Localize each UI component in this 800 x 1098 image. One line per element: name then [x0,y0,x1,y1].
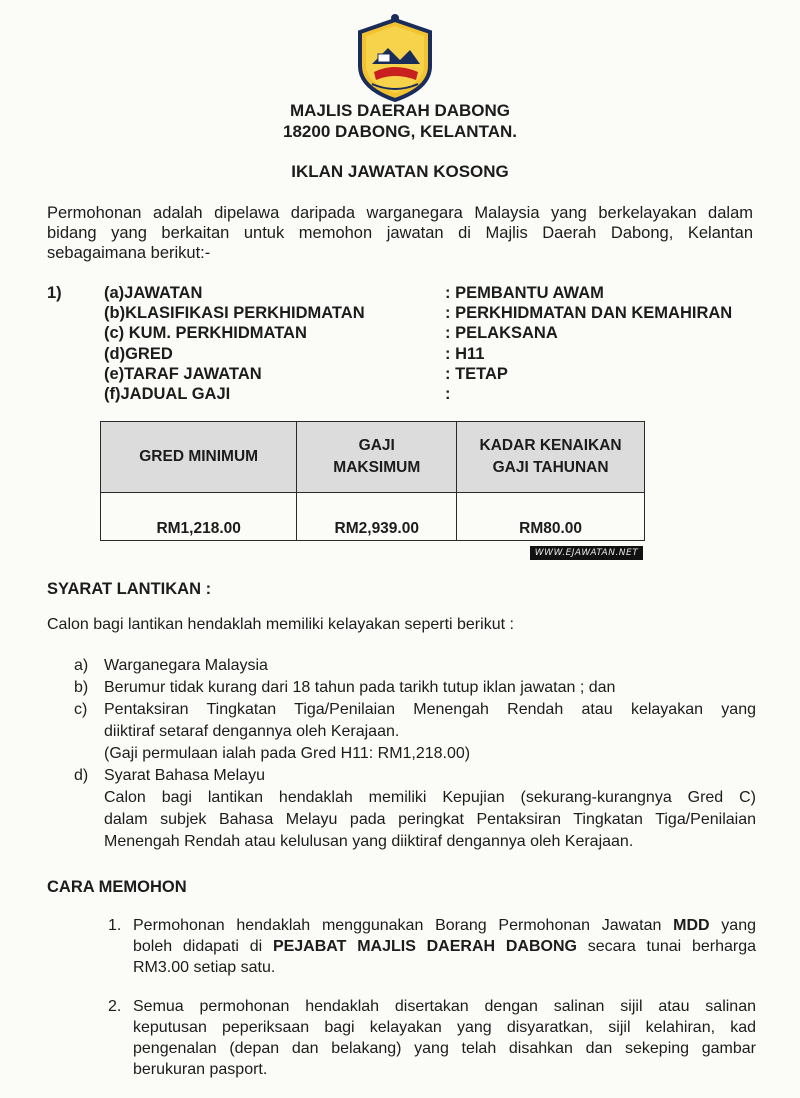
list-line: keputusan peperiksaan bagi kelayakan yang disyaratkan, sijil kelahiran, kad [133,1019,756,1036]
list-line: RM3.00 setiap satu. [133,959,276,976]
list-line: Menengah Rendah atau kelulusan yang diiktiraf dengannya oleh Kerajaan. [104,833,634,850]
list-marker: d) [74,767,89,784]
spec-value: : PEMBANTU AWAM [445,284,604,302]
requirements-intro: Calon bagi lantikan hendaklah memiliki kelayakan seperti berikut : [47,616,514,633]
list-marker: b) [74,679,89,696]
spec-label: (c) KUM. PERKHIDMATAN [104,324,307,343]
header-gred-minimum: GRED MINIMUM [101,422,297,493]
list-line: Berumur tidak kurang dari 18 tahun pada tarikh tutup iklan jawatan ; dan [104,679,616,696]
list-line: Calon bagi lantikan hendaklah memiliki Kepujian (sekurang-kurangnya Gred C) [104,789,756,806]
spec-value: : PERKHIDMATAN DAN KEMAHIRAN [445,304,733,323]
header-gaji-maksimum: GAJI MAKSIMUM [297,422,457,493]
spec-value: : [445,384,451,403]
list-line: Semua permohonan hendaklah disertakan dengan salinan sijil atau salinan [133,998,756,1015]
intro-line: sebagaimana berikut:- [47,244,211,262]
list-line: Syarat Bahasa Melayu [104,767,265,784]
list-item [108,996,756,1080]
list-item [74,677,756,699]
list-line: boleh didapati di PEJABAT MAJLIS DAERAH DABONG secara tunai berharga [133,938,757,955]
salary-header-row [101,422,645,493]
intro-line: bidang yang berkaitan untuk memohon jawatan di Majlis Daerah Dabong, Kelantan [47,224,753,242]
salary-table [100,421,645,541]
header-kadar-kenaikan: KADAR KENAIKAN GAJI TAHUNAN [457,422,645,493]
list-marker: a) [74,657,89,674]
council-crest-logo [350,14,440,104]
requirements-heading: SYARAT LANTIKAN : [47,580,212,598]
list-line: Permohonan hendaklah menggunakan Borang Permohonan Jawatan MDD yang [133,917,756,934]
org-address: 18200 DABONG, KELANTAN. [283,122,517,141]
spec-label: (d)GRED [104,344,173,363]
intro-line: Permohonan adalah dipelawa daripada warganegara Malaysia yang berkelayakan dalam [47,204,753,222]
list-line: Warganegara Malaysia [104,657,268,674]
intro-paragraph [47,203,753,263]
spec-label: (b)KLASIFIKASI PERKHIDMATAN [104,304,365,323]
spec-value: : H11 [445,344,485,363]
position-number: 1) [47,284,62,302]
salary-cell: RM1,218.00 [101,493,297,541]
org-name: MAJLIS DAERAH DABONG [289,101,511,120]
list-item [74,655,756,677]
watermark-badge: WWW.EJAWATAN.NET [530,546,643,560]
list-line: berukuran pasport. [133,1061,268,1078]
list-line: diiktiraf setaraf dengannya oleh Kerajaan. [104,723,400,740]
list-line: dalam subjek Bahasa Melayu pada peringkat Pentaksiran Tingkatan Tiga/Penilaian [104,811,756,828]
spec-value: : TETAP [445,364,508,383]
requirements-list [74,655,756,853]
list-item [74,765,756,853]
salary-cell: RM80.00 [457,493,645,541]
list-line: pengenalan (depan dan belakang) yang telah disahkan dan sekeping gambar [133,1040,756,1057]
spec-label: (a)JAWATAN [104,284,203,302]
list-marker: c) [74,701,88,718]
application-heading: CARA MEMOHON [47,878,187,896]
list-marker: 2. [108,998,122,1015]
list-line: (Gaji permulaan ialah pada Gred H11: RM1,218.00) [104,745,471,762]
list-item [108,915,756,978]
spec-label: (e)TARAF JAWATAN [104,364,262,383]
spec-value: : PELAKSANA [445,324,558,343]
salary-cell: RM2,939.00 [297,493,457,541]
application-list [108,915,756,1080]
page-title: IKLAN JAWATAN KOSONG [291,162,509,181]
list-marker: 1. [108,917,122,934]
salary-value-row [101,493,645,541]
spec-label: (f)JADUAL GAJI [104,384,231,403]
list-line: Pentaksiran Tingkatan Tiga/Penilaian Menengah Rendah atau kelayakan yang [104,701,756,718]
list-item [74,699,756,765]
